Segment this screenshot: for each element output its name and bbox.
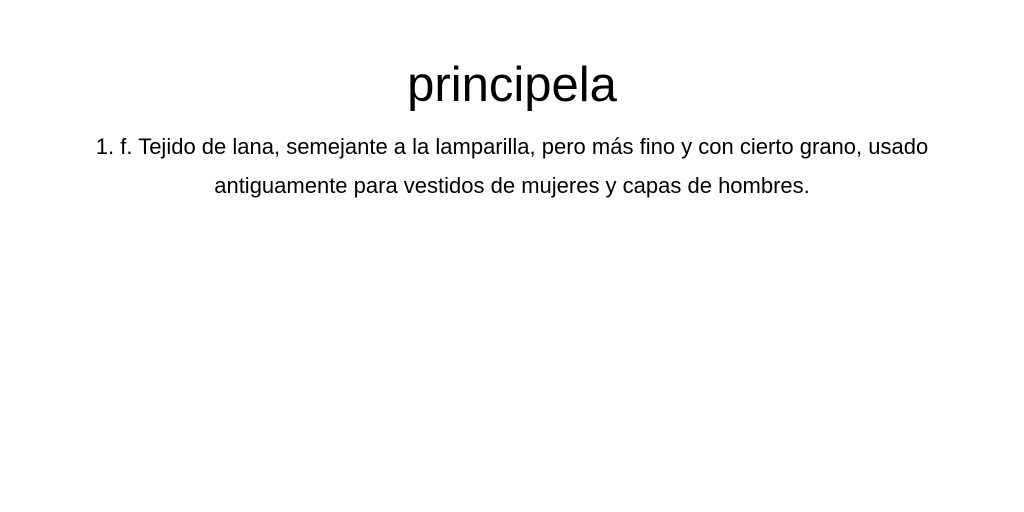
definition-1: 1. f. Tejido de lana, semejante a la lamparilla, pero más fino y con cierto grano, usado antiguamente para vestidos de mujeres y capas de hombres. — [95, 134, 929, 198]
entry-headword: principela — [407, 58, 617, 112]
